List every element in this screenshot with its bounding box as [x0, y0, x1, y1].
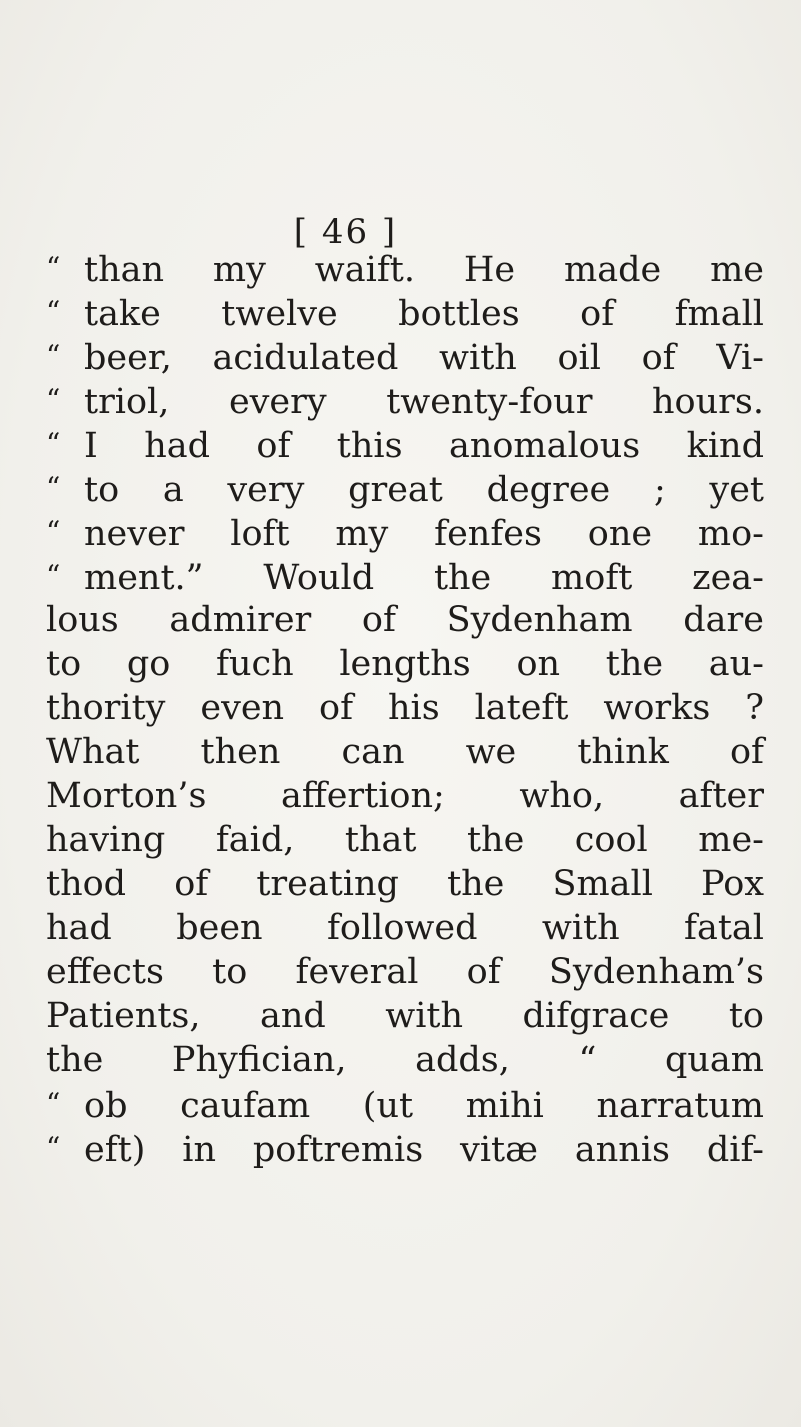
text-line: “ triol, every twenty-four hours.	[46, 382, 764, 422]
text-line: to go fuch lengths on the au-	[46, 644, 764, 684]
text-line: Patients, and with difgrace to	[46, 996, 764, 1036]
text-line: having faid, that the cool me-	[46, 820, 764, 860]
text-line: thority even of his lateft works ?	[46, 688, 764, 728]
text-line: “ ob caufam (ut mihi narratum	[46, 1086, 764, 1126]
text-line: had been followed with fatal	[46, 908, 764, 948]
text-line: effects to feveral of Sydenham’s	[46, 952, 764, 992]
text-line: the Phyfician, adds, “ quam	[46, 1040, 764, 1080]
text-line: “ I had of this anomalous kind	[46, 426, 764, 466]
text-line: “ never loft my fenfes one mo-	[46, 514, 764, 554]
text-line: “ take twelve bottles of fmall	[46, 294, 764, 334]
text-line: “ than my waift. He made me	[46, 250, 764, 290]
text-line: “ ment.” Would the moft zea-	[46, 558, 764, 598]
text-line: What then can we think of	[46, 732, 764, 772]
text-line: “ beer, acidulated with oil of Vi-	[46, 338, 764, 378]
text-line: thod of treating the Small Pox	[46, 864, 764, 904]
text-line: “ eft) in poftremis vitæ annis dif-	[46, 1130, 764, 1170]
text-line: “ to a very great degree ; yet	[46, 470, 764, 510]
text-line: Morton’s affertion; who, after	[46, 776, 764, 816]
page-number-header: [ 46 ]	[293, 212, 398, 252]
text-line: lous admirer of Sydenham dare	[46, 600, 764, 640]
